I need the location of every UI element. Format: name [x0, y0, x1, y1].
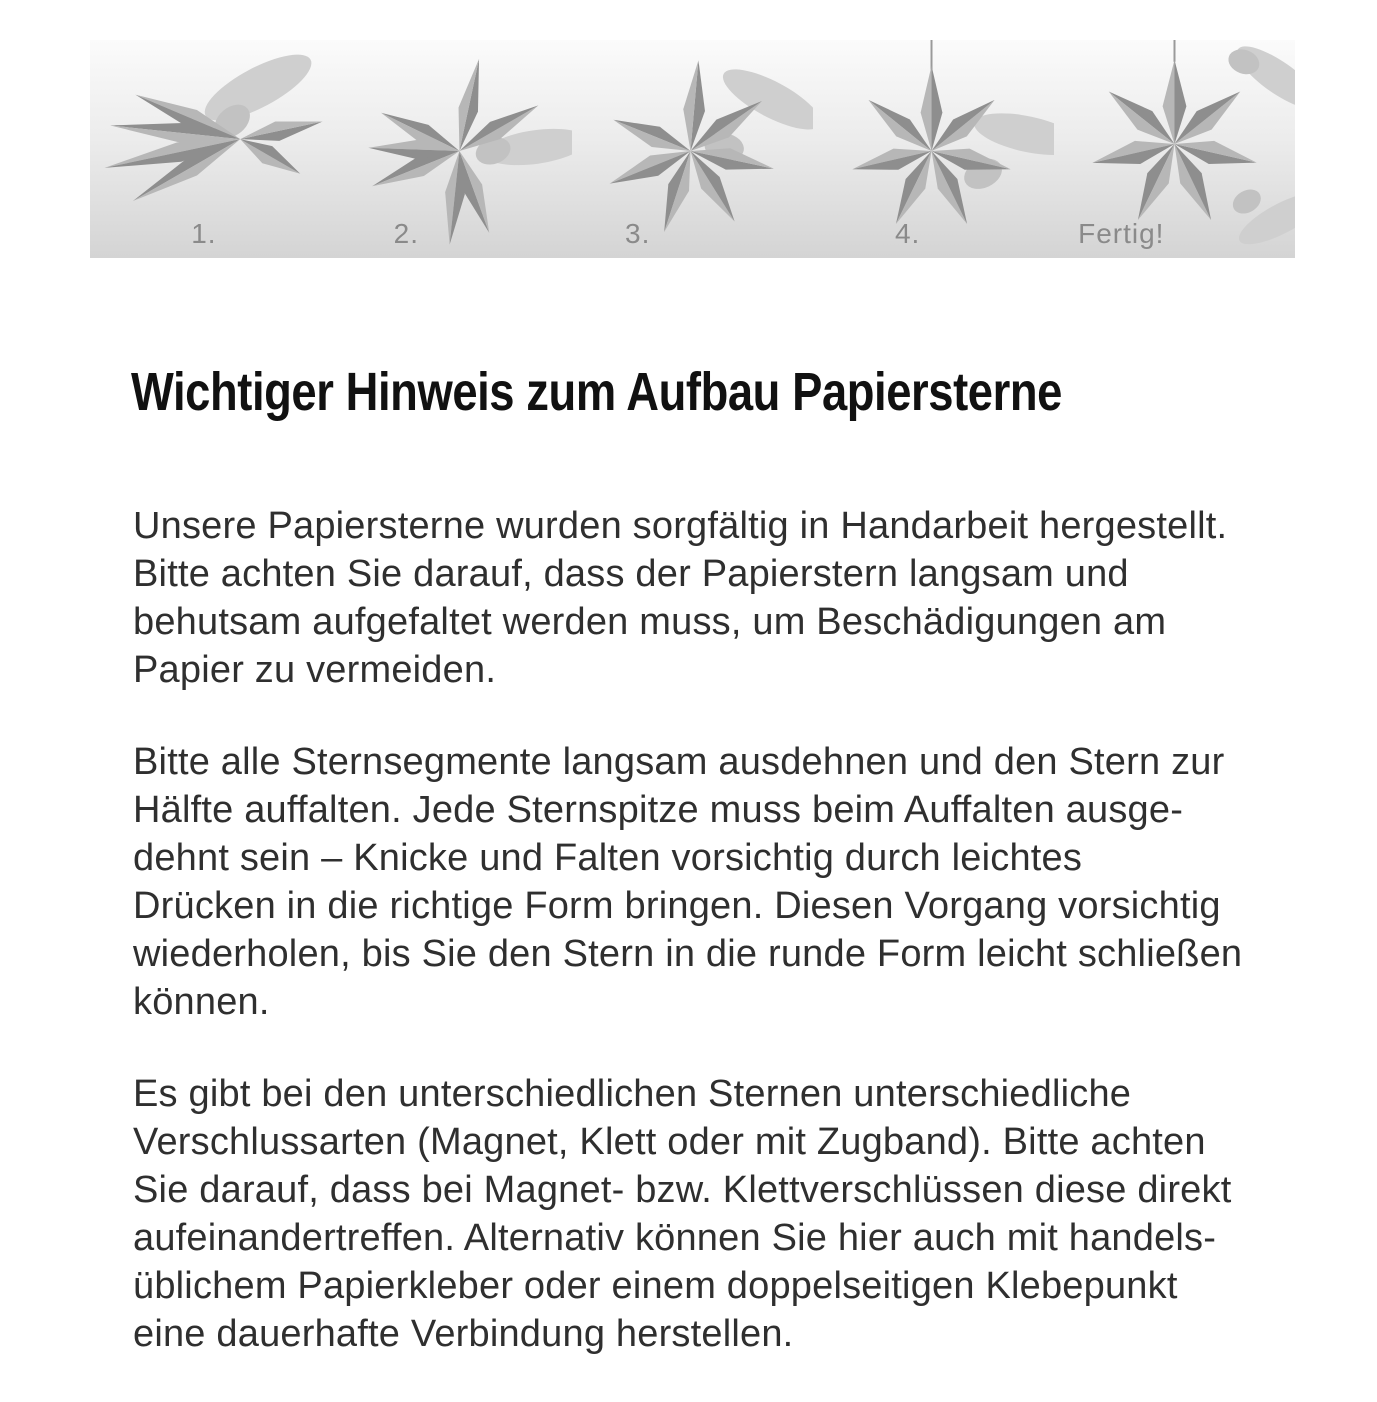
step-label-3: 3. [625, 218, 651, 249]
step-label-1: 1. [191, 218, 217, 249]
step-panel-2 [331, 40, 572, 258]
paragraph-line: üblichem Papierkleber oder einem doppelseitigen Klebepunkt [133, 1265, 1178, 1307]
instruction-text [133, 502, 1273, 1402]
step-panel-5 [1054, 40, 1295, 258]
paragraph-line: wiederholen, bis Sie den Stern in die runde Form leicht schließen [133, 933, 1243, 975]
paragraph-line: Hälfte auffalten. Jede Sternspitze muss beim Auffalten ausge- [133, 789, 1184, 831]
step-panel-1 [90, 40, 331, 258]
page-title: Wichtiger Hinweis zum Aufbau Papiersterne [131, 362, 1062, 422]
step-panel-4 [813, 40, 1054, 258]
star-half-open-photo [572, 40, 813, 258]
paragraph-line: Bitte alle Sternsegmente langsam ausdehnen und den Stern zur [133, 741, 1225, 783]
paragraph-line: können. [133, 981, 270, 1023]
paragraph-line: Verschlussarten (Magnet, Klett oder mit Zugband). Bitte achten [133, 1121, 1206, 1163]
paragraph-line: Unsere Papiersterne wurden sorgfältig in Handarbeit hergestellt. [133, 505, 1228, 547]
paragraph-line: Papier zu vermeiden. [133, 649, 497, 691]
paragraph-line: Bitte achten Sie darauf, dass der Papierstern langsam und [133, 553, 1129, 595]
step-panel-3 [572, 40, 813, 258]
star-almost-round-photo [813, 40, 1054, 258]
paragraph-line: behutsam aufgefaltet werden muss, um Beschädigungen am [133, 601, 1167, 643]
step-label-2: 2. [393, 218, 420, 249]
paragraph-line: dehnt sein – Knicke und Falten vorsichtig durch leichtes [133, 837, 1083, 879]
paragraph-line: Drücken in die richtige Form bringen. Diesen Vorgang vorsichtig [133, 885, 1221, 927]
paragraph-1 [133, 502, 1273, 694]
paragraph-3 [133, 1070, 1273, 1358]
paragraph-line: Sie darauf, dass bei Magnet- bzw. Klettverschlüssen diese direkt [133, 1169, 1232, 1211]
star-opening-photo [331, 40, 572, 258]
paragraph-2 [133, 738, 1273, 1026]
paragraph-line: Es gibt bei den unterschiedlichen Sternen unterschiedliche [133, 1073, 1132, 1115]
step-label-4: 4. [894, 218, 921, 249]
paragraph-line: eine dauerhafte Verbindung herstellen. [133, 1313, 794, 1355]
paragraph-line: aufeinandertreffen. Alternativ können Sie hier auch mit handels- [133, 1217, 1217, 1259]
step-label-5: Fertig! [1078, 218, 1165, 249]
assembly-steps-figure [90, 40, 1295, 258]
